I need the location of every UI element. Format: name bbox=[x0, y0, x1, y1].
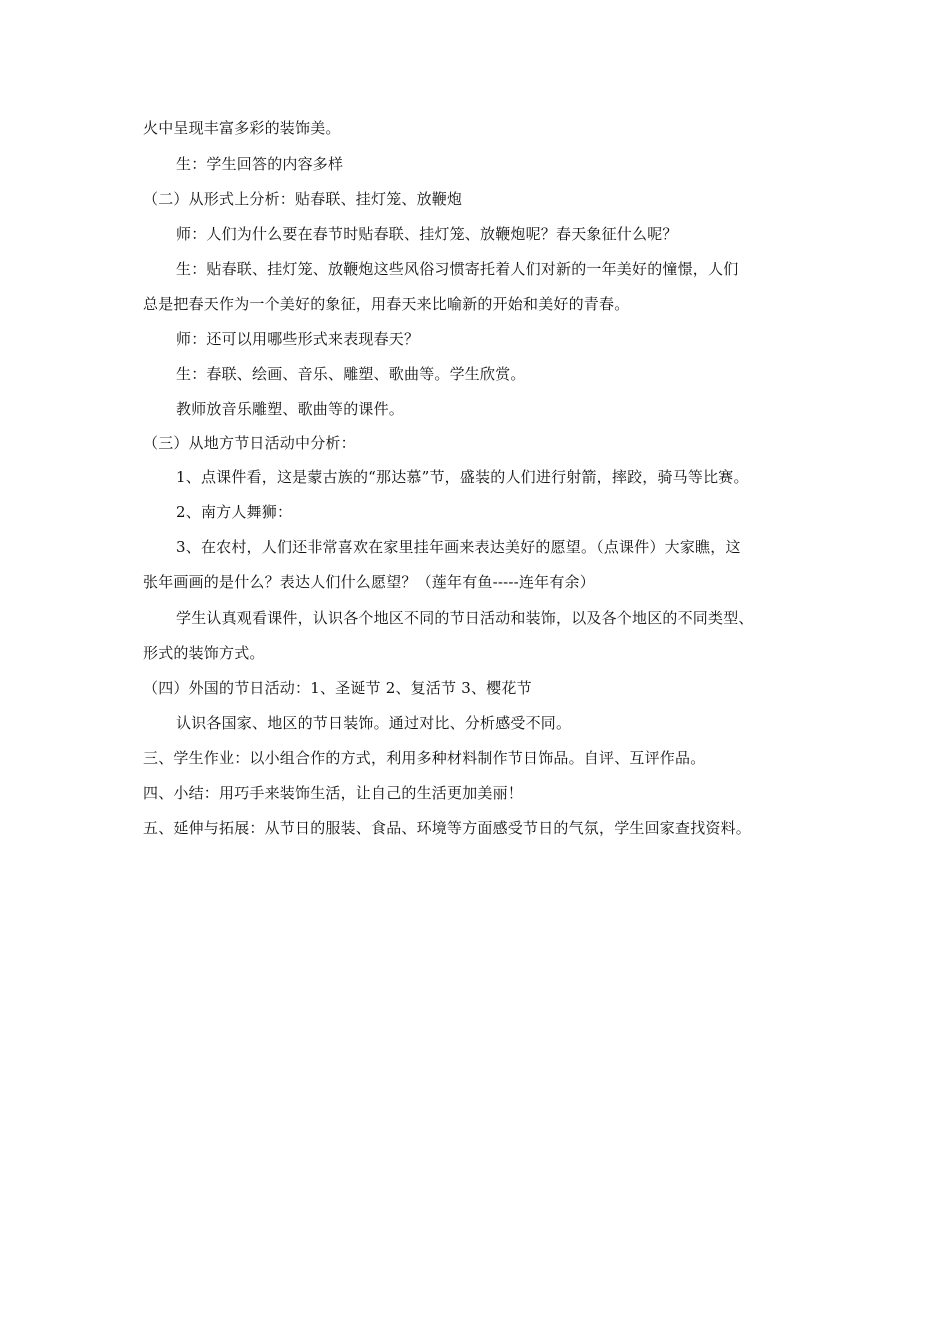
paragraph-line: 3、在农村，人们还非常喜欢在家里挂年画来表达美好的愿望。（点课件）大家瞧，这 bbox=[176, 538, 741, 556]
section-heading: （三）从地方节日活动中分析： bbox=[143, 434, 356, 452]
section-heading: 五、延伸与拓展：从节日的服装、食品、环境等方面感受节日的气氛，学生回家查找资料。 bbox=[143, 819, 752, 837]
paragraph-line: 生：春联、绘画、音乐、雕塑、歌曲等。学生欣赏。 bbox=[176, 365, 526, 383]
paragraph-line: 形式的装饰方式。 bbox=[143, 644, 265, 662]
paragraph-line: 教师放音乐雕塑、歌曲等的课件。 bbox=[176, 400, 405, 418]
paragraph-line: 火中呈现丰富多彩的装饰美。 bbox=[143, 119, 341, 137]
paragraph-line: 1、点课件看，这是蒙古族的“那达慕”节，盛装的人们进行射箭，摔跤，骑马等比赛。 bbox=[176, 468, 749, 486]
paragraph-line: 生：贴春联、挂灯笼、放鞭炮这些风俗习惯寄托着人们对新的一年美好的憧憬，人们 bbox=[176, 260, 739, 278]
section-heading: （四）外国的节日活动：1、圣诞节 2、复活节 3、樱花节 bbox=[143, 679, 532, 697]
section-heading: 三、学生作业：以小组合作的方式，利用多种材料制作节日饰品。自评、互评作品。 bbox=[143, 749, 706, 767]
paragraph-line: 总是把春天作为一个美好的象征，用春天来比喻新的开始和美好的青春。 bbox=[143, 295, 630, 313]
paragraph-line: 生：学生回答的内容多样 bbox=[176, 155, 344, 173]
paragraph-line: 师：人们为什么要在春节时贴春联、挂灯笼、放鞭炮呢？春天象征什么呢？ bbox=[176, 225, 678, 243]
section-heading: 四、小结：用巧手来装饰生活，让自己的生活更加美丽！ bbox=[143, 784, 524, 802]
section-heading: （二）从形式上分析：贴春联、挂灯笼、放鞭炮 bbox=[143, 190, 463, 208]
paragraph-line: 学生认真观看课件，认识各个地区不同的节日活动和装饰，以及各个地区的不同类型、 bbox=[176, 609, 754, 627]
paragraph-line: 认识各国家、地区的节日装饰。通过对比、分析感受不同。 bbox=[176, 714, 572, 732]
paragraph-line: 张年画画的是什么？表达人们什么愿望？（莲年有鱼-----连年有余） bbox=[143, 573, 595, 591]
paragraph-line: 2、南方人舞狮： bbox=[176, 503, 293, 521]
paragraph-line: 师：还可以用哪些形式来表现春天？ bbox=[176, 330, 420, 348]
